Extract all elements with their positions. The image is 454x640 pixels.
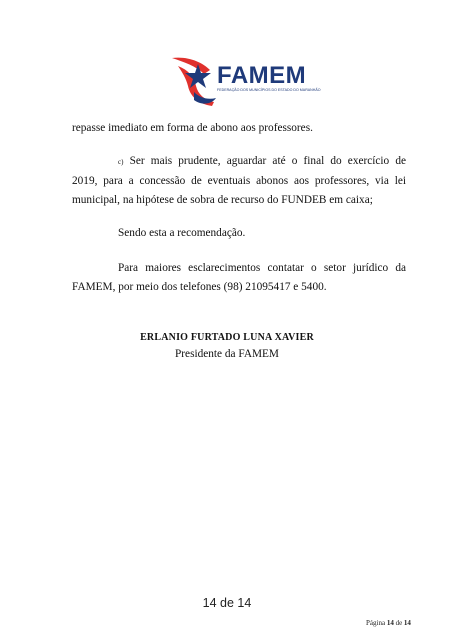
footer-current: 14 — [386, 619, 394, 627]
footer-total: 14 — [403, 619, 411, 627]
signatory-name: ERLANIO FURTADO LUNA XAVIER — [140, 332, 314, 343]
footer-page-indicator — [366, 619, 411, 627]
paragraph-4-line-1: Para maiores esclarecimentos contatar o setor jurídico da — [118, 262, 406, 274]
page-number: 14 de 14 — [202, 596, 252, 610]
paragraph-2-line-2: 2019, para a concessão de eventuais abonos aos professores, via lei — [72, 175, 406, 187]
footer-prefix: Página — [366, 619, 387, 627]
paragraph-4-line-2: FAMEM, por meio dos telefones (98) 21095417 e 5400. — [72, 281, 327, 293]
paragraph-2-line-3: municipal, na hipótese de sobra de recurso do FUNDEB em caixa; — [72, 194, 373, 206]
paragraph-1-line-1: repasse imediato em forma de abono aos professores. — [72, 122, 313, 134]
paragraph-3-line-1: Sendo esta a recomendação. — [118, 227, 246, 239]
logo-subtitle: FEDERAÇÃO DOS MUNICÍPIOS DO ESTADO DO MARANHÃO — [217, 88, 321, 92]
list-marker: c) — [118, 158, 124, 166]
paragraph-2-text: Ser mais prudente, aguardar até o final do exercício de — [129, 155, 407, 167]
footer-of: de — [393, 619, 404, 627]
logo-text: FAMEM — [217, 62, 307, 89]
signatory-title: Presidente da FAMEM — [175, 348, 279, 360]
paragraph-2-line-1 — [118, 155, 406, 167]
